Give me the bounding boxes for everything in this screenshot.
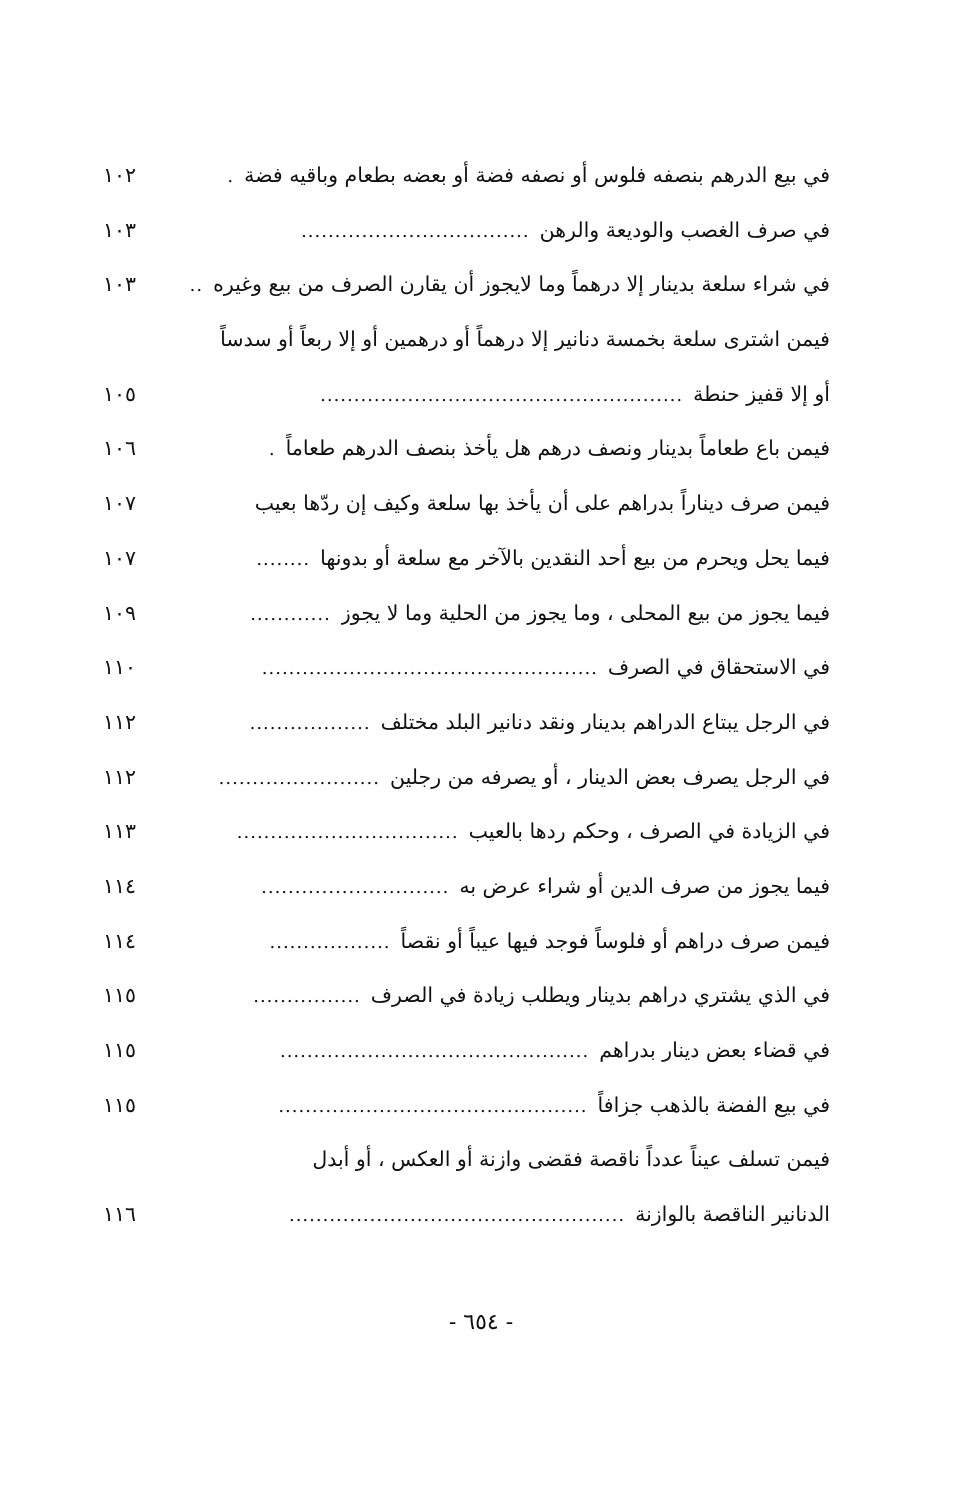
toc-entry xyxy=(103,312,830,367)
toc-entry-title: الدنانير الناقصة بالوازنة xyxy=(635,1202,830,1227)
toc-dot-leader: . xyxy=(268,439,276,461)
toc-entry xyxy=(103,1132,830,1187)
toc-entry xyxy=(103,148,830,203)
toc-entry-title: فيمن صرف ديناراً بدراهم على أن يأخذ بها سلعة وكيف إن ردّها بعيب xyxy=(254,491,830,516)
toc-entry-title: فيمن باع طعاماً بدينار ونصف درهم هل يأخذ بنصف الدرهم طعاماً xyxy=(285,436,830,461)
toc-entry-title: في الرجل يصرف بعض الدينار ، أو يصرفه من رجلين xyxy=(389,764,830,789)
toc-page-number: ١٠٧ xyxy=(103,545,137,570)
toc-entry-title: في قضاء بعض دينار بدراهم xyxy=(599,1038,830,1062)
toc-entry-title: فيمن تسلف عيناً عدداً ناقصة فقضى وازنة أو العكس ، أو أبدل xyxy=(312,1147,830,1172)
toc-entry xyxy=(103,367,830,422)
toc-entry-title: في بيع الدرهم بنصفه فلوس أو نصفه فضة أو بعضه بطعام وباقيه فضة xyxy=(244,163,830,187)
toc-entry xyxy=(103,531,830,586)
toc-entry-title: في صرف الغصب والوديعة والرهن xyxy=(539,217,830,242)
toc-entry-title: في شراء سلعة بدينار إلا درهماً وما لايجوز أن يقارن الصرف من بيع وغيره xyxy=(213,272,830,297)
toc-dot-leader: .................................................. xyxy=(261,658,598,680)
toc-dot-leader: ...................................................... xyxy=(320,384,684,406)
toc-entry xyxy=(103,968,830,1023)
toc-entry xyxy=(103,421,830,476)
toc-page-number: ١١٥ xyxy=(103,1092,137,1117)
toc-page-number: ١١٢ xyxy=(103,709,137,734)
toc-entry-title: أو إلا قفيز حنطة xyxy=(693,381,830,406)
toc-page-number: ١١٣ xyxy=(103,819,137,844)
toc-entry-title: في الرجل يبتاع الدراهم بدينار ونقد دنانير البلد مختلف xyxy=(380,709,830,734)
toc-dot-leader: .................................................. xyxy=(288,1205,626,1227)
toc-entry xyxy=(103,476,830,531)
toc-page-number: ١٠٩ xyxy=(103,600,137,625)
toc-page-number: ١٠٣ xyxy=(103,272,137,297)
toc-page-number: ١٠٣ xyxy=(103,217,137,242)
toc-page-number: ١١٥ xyxy=(103,983,137,1008)
toc-entry xyxy=(103,695,830,750)
toc-dot-leader: ........................ xyxy=(218,767,380,789)
toc-page-number: ١١٤ xyxy=(103,928,137,953)
toc-page-number: ١١٦ xyxy=(103,1202,137,1227)
toc-entry-title: فيمن اشترى سلعة بخمسة دنانير إلا درهماً أو درهمين أو إلا ربعاً أو سدساً xyxy=(220,327,830,352)
toc-page-number: ١١٠ xyxy=(103,655,137,680)
toc-dot-leader: .................. xyxy=(269,931,391,953)
toc-dot-leader: .. xyxy=(189,275,204,297)
toc-entry xyxy=(103,586,830,641)
toc-entry xyxy=(103,804,830,859)
toc-entry xyxy=(103,1023,830,1078)
toc-dot-leader: .................................. xyxy=(301,220,530,242)
toc-entry xyxy=(103,859,830,914)
toc-dot-leader: ................................. xyxy=(236,822,459,844)
toc-entry-title: فيما يجوز من صرف الدين أو شراء عرض به xyxy=(459,873,830,898)
toc-dot-leader: ........ xyxy=(256,548,311,570)
toc-dot-leader: ............................ xyxy=(261,876,450,898)
toc-entry-title: فيما يجوز من بيع المحلى ، وما يجوز من الحلية وما لا يجوز xyxy=(340,600,830,625)
toc-page-number: ١١٤ xyxy=(103,873,137,898)
toc-dot-leader: ............ xyxy=(250,603,331,625)
toc-dot-leader: .................. xyxy=(249,712,371,734)
toc-page-number: ١٠٥ xyxy=(103,381,137,406)
toc-page-number: ١٠٢ xyxy=(103,163,137,187)
toc-page-number: ١١٥ xyxy=(103,1038,137,1062)
toc-entry xyxy=(103,914,830,969)
toc-dot-leader: . xyxy=(227,166,235,187)
toc-dot-leader: .............................................. xyxy=(279,1041,590,1062)
toc-entry-title: فيمن صرف دراهم أو فلوساً فوجد فيها عيباً أو نقصاً xyxy=(400,928,830,953)
toc-entry xyxy=(103,257,830,312)
toc-dot-leader: .............................................. xyxy=(278,1095,588,1117)
table-of-contents xyxy=(103,148,830,1242)
toc-entry xyxy=(103,203,830,258)
toc-entry-title: في الذي يشتري دراهم بدينار ويطلب زيادة في الصرف xyxy=(370,983,830,1008)
toc-page-number: ١٠٧ xyxy=(103,491,137,516)
toc-entry-title: في الزيادة في الصرف ، وحكم ردها بالعيب xyxy=(468,819,830,844)
toc-entry xyxy=(103,640,830,695)
toc-page-number: ١٠٦ xyxy=(103,436,137,461)
page-number-footer: - ٦٥٤ - xyxy=(448,1310,514,1335)
toc-entry xyxy=(103,1078,830,1133)
toc-entry-title: في بيع الفضة بالذهب جزافاً xyxy=(597,1092,830,1117)
toc-entry xyxy=(103,750,830,805)
toc-page-number: ١١٢ xyxy=(103,764,137,789)
toc-entry xyxy=(103,1187,830,1242)
toc-dot-leader: ................ xyxy=(253,986,361,1008)
toc-entry-title: فيما يحل ويحرم من بيع أحد النقدين بالآخر مع سلعة أو بدونها xyxy=(320,545,830,570)
toc-entry-title: في الاستحقاق في الصرف xyxy=(607,655,830,680)
